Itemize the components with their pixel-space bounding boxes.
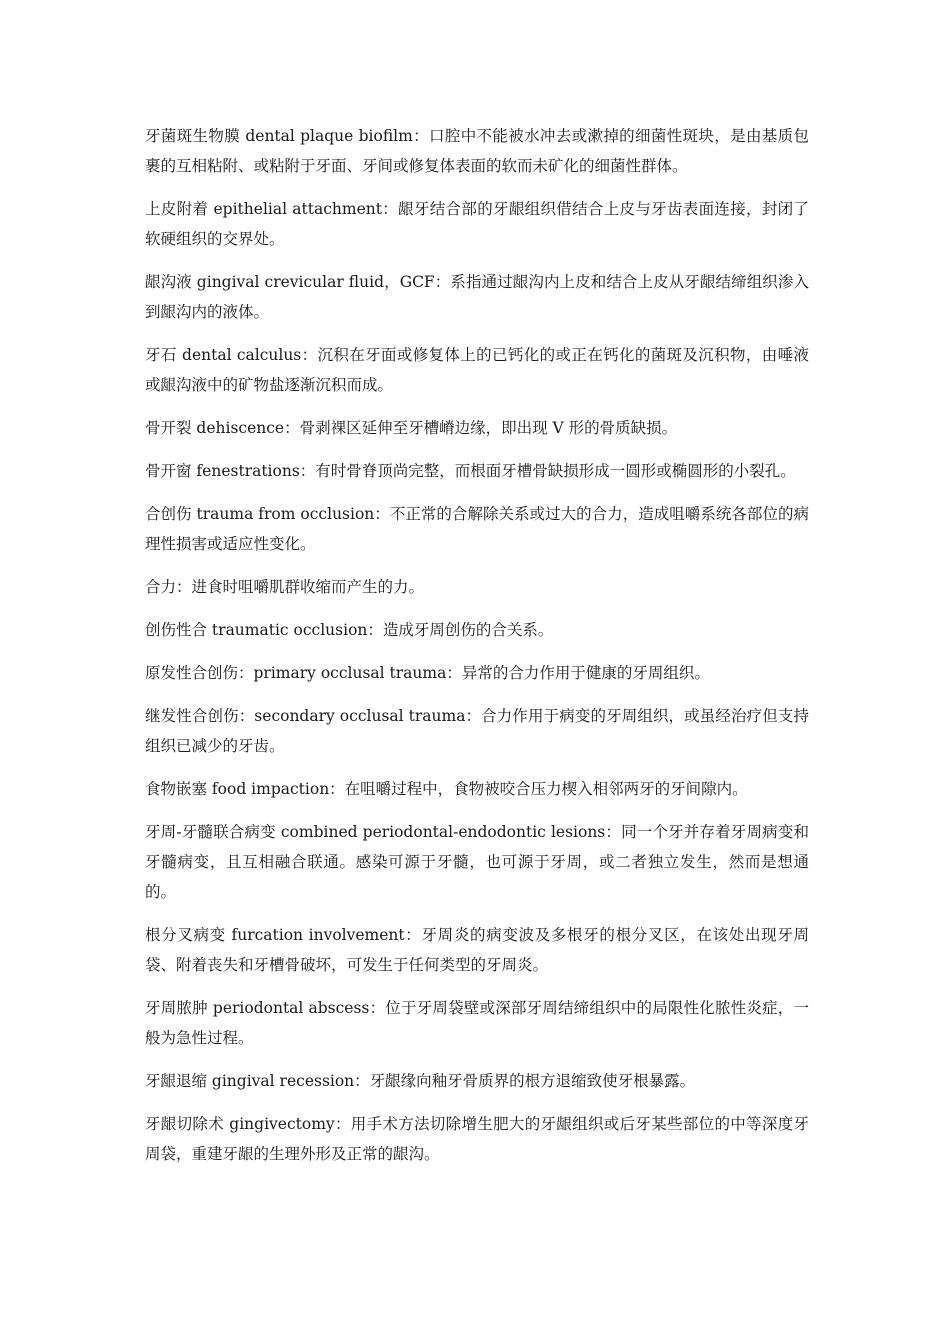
document-body — [145, 121, 809, 1182]
entry-food-impaction: 食物嵌塞 food impaction：在咀嚼过程中，食物被咬合压力楔入相邻两牙的牙间隙内。 — [145, 780, 748, 798]
entry-epithelial-attachment: 上皮附着 epithelial attachment：龈牙结合部的牙龈组织借结合上皮与牙齿表面连接，封闭了软硬组织的交界处。 — [145, 200, 809, 248]
entry-dental-plaque-biofilm: 牙菌斑生物膜 dental plaque biofilm：口腔中不能被水冲去或漱掉的细菌性斑块，是由基质包裹的互相粘附、或粘附于牙面、牙间或修复体表面的软而未矿化的细菌性群体。 — [145, 127, 809, 175]
entry-gingivectomy: 牙龈切除术 gingivectomy：用手术方法切除增生肥大的牙龈组织或后牙某些部位的中等深度牙周袋，重建牙龈的生理外形及正常的龈沟。 — [145, 1115, 809, 1163]
entry-traumatic-occlusion: 创伤性合 traumatic occlusion：造成牙周创伤的合关系。 — [145, 621, 554, 639]
entry-periodontal-abscess: 牙周脓肿 periodontal abscess：位于牙周袋壁或深部牙周结缔组织中的局限性化脓性炎症，一般为急性过程。 — [145, 999, 809, 1047]
entry-furcation-involvement: 根分叉病变 furcation involvement：牙周炎的病变波及多根牙的根分叉区，在该处出现牙周袋、附着丧失和牙槽骨破坏，可发生于任何类型的牙周炎。 — [145, 926, 809, 974]
entry-primary-occlusal-trauma: 原发性合创伤：primary occlusal trauma：异常的合力作用于健康的牙周组织。 — [145, 664, 710, 682]
entry-secondary-occlusal-trauma: 继发性合创伤：secondary occlusal trauma：合力作用于病变的牙周组织，或虽经治疗但支持组织已减少的牙齿。 — [145, 707, 809, 755]
entry-gingival-crevicular-fluid: 龈沟液 gingival crevicular fluid，GCF：系指通过龈沟内上皮和结合上皮从牙龈结缔组织渗入到龈沟内的液体。 — [145, 273, 809, 321]
entry-gingival-recession: 牙龈退缩 gingival recession：牙龈缘向釉牙骨质界的根方退缩致使牙根暴露。 — [145, 1072, 696, 1090]
entry-fenestrations: 骨开窗 fenestrations：有时骨脊顶尚完整，而根面牙槽骨缺损形成一圆形或椭圆形的小裂孔。 — [145, 462, 796, 480]
entry-periodontal-endodontic-lesions: 牙周-牙髓联合病变 combined periodontal-endodontic lesions：同一个牙并存着牙周病变和牙髓病变，且互相融合联通。感染可源于牙髓，也可源于牙周，或二者独立发生，然而是想通的。 — [145, 823, 809, 901]
entry-occlusal-force: 合力：进食时咀嚼肌群收缩而产生的力。 — [145, 578, 425, 596]
entry-dental-calculus: 牙石 dental calculus：沉积在牙面或修复体上的已钙化的或正在钙化的菌斑及沉积物，由唾液或龈沟液中的矿物盐逐渐沉积而成。 — [145, 346, 809, 394]
entry-trauma-from-occlusion: 合创伤 trauma from occlusion：不正常的合解除关系或过大的合力，造成咀嚼系统各部位的病理性损害或适应性变化。 — [145, 505, 809, 553]
entry-dehiscence: 骨开裂 dehiscence：骨剥裸区延伸至牙槽嵴边缘，即出现 V 形的骨质缺损。 — [145, 419, 678, 437]
